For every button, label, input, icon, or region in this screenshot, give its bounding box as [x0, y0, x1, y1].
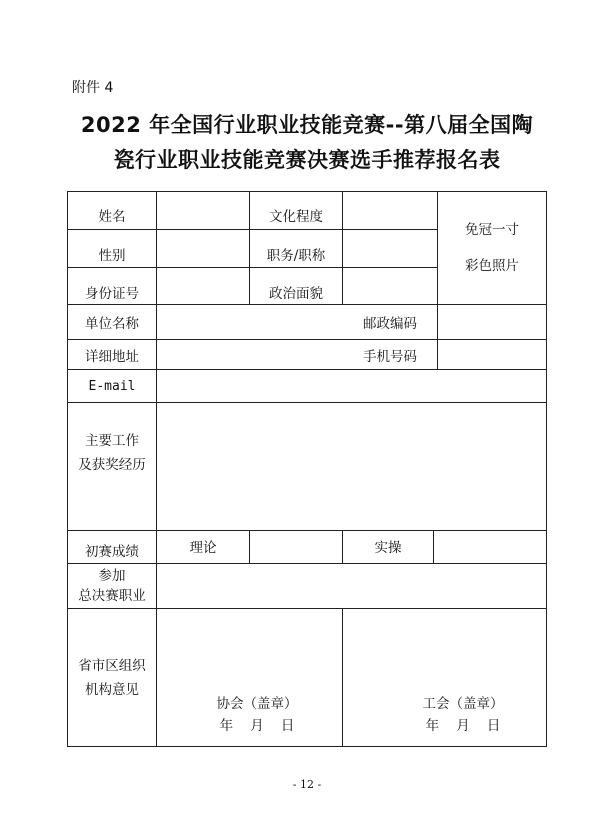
label-position: 职务/职称	[266, 247, 326, 264]
table-border-right	[546, 191, 547, 747]
photo-label-line2: 彩色照片	[465, 258, 519, 274]
label-experience	[68, 403, 156, 503]
experience-label-line2: 及获奖经历	[78, 457, 146, 473]
label-practice: 实操	[374, 540, 402, 556]
union-seal-area[interactable]	[343, 609, 546, 746]
postal-code-field[interactable]	[438, 305, 546, 339]
label-email: E-mail	[88, 378, 136, 394]
id-number-field[interactable]	[157, 268, 249, 304]
photo-label-line1: 免冠一寸	[465, 222, 519, 238]
address-field[interactable]	[157, 340, 342, 369]
finals-label-line2: 总决赛职业	[78, 588, 146, 604]
employer-field[interactable]	[157, 305, 342, 339]
label-gender: 性别	[98, 247, 126, 264]
form-title-line1: 2022 年全国行业职业技能竞赛--第八届全国陶	[80, 113, 534, 137]
finals-occupation-field[interactable]	[157, 564, 546, 608]
label-theory: 理论	[189, 540, 217, 556]
photo-box[interactable]	[438, 192, 546, 304]
gender-field[interactable]	[157, 230, 249, 267]
label-org-opinion	[68, 609, 156, 746]
label-political-status: 政治面貌	[269, 285, 323, 302]
label-prelim-score: 初赛成绩	[85, 544, 139, 560]
association-seal-label: 协会（盖章）	[216, 696, 298, 712]
opinion-label-line1: 省市区组织	[78, 657, 146, 674]
union-seal-date: 年 月 日	[425, 718, 501, 734]
label-id-number: 身份证号	[85, 285, 139, 302]
education-field[interactable]	[343, 192, 437, 229]
position-field[interactable]	[343, 230, 437, 267]
label-postal-code: 邮政编码	[363, 316, 417, 332]
label-finals-occupation	[68, 564, 156, 608]
form-title-line2: 瓷行业职业技能竞赛决赛选手推荐报名表	[113, 148, 501, 172]
label-phone: 手机号码	[363, 348, 417, 365]
email-field[interactable]	[157, 370, 546, 402]
attachment-label: 附件 4	[72, 80, 114, 96]
label-employer: 单位名称	[85, 316, 139, 332]
theory-score-field[interactable]	[250, 531, 342, 563]
phone-field[interactable]	[438, 340, 546, 369]
opinion-label-line2: 机构意见	[85, 681, 139, 698]
union-seal-label: 工会（盖章）	[422, 696, 504, 712]
political-status-field[interactable]	[343, 268, 437, 304]
finals-label-line1: 参加	[98, 568, 126, 584]
experience-field[interactable]	[157, 403, 546, 530]
association-seal-area[interactable]	[157, 609, 342, 746]
name-field[interactable]	[157, 192, 249, 229]
label-name: 姓名	[98, 209, 126, 225]
page-number: - 12 -	[292, 778, 322, 791]
table-border-bottom	[67, 746, 547, 747]
label-address: 详细地址	[85, 348, 139, 365]
label-education: 文化程度	[269, 209, 323, 225]
association-seal-date: 年 月 日	[219, 718, 295, 734]
practice-score-field[interactable]	[434, 531, 546, 563]
experience-label-line1: 主要工作	[85, 433, 139, 449]
